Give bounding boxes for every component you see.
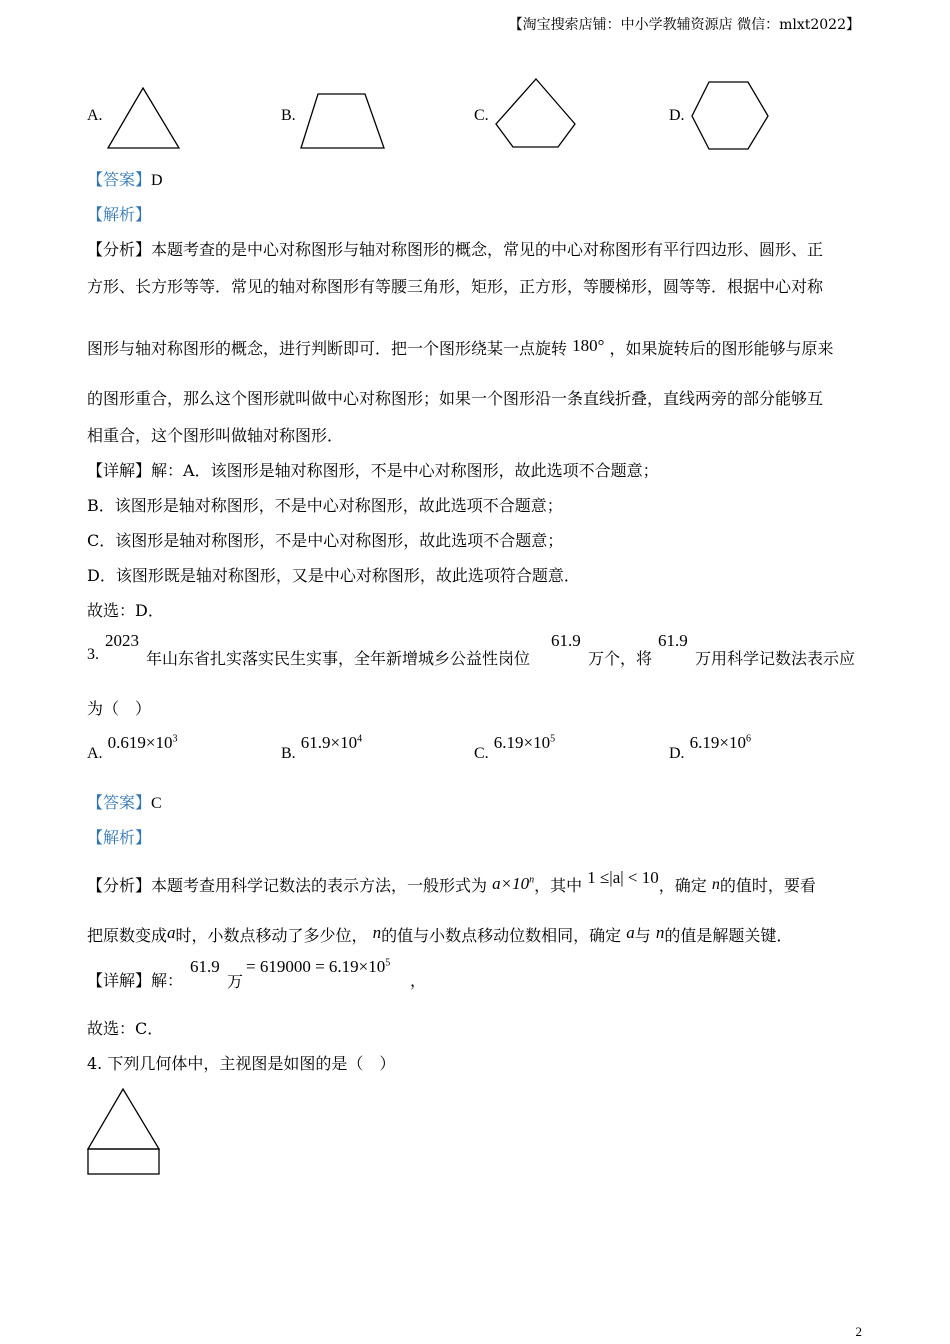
analysis-tag: 【解析】 — [87, 205, 152, 224]
q2-fenxi-line-1: 【分析】本题考查的是中心对称图形与轴对称图形的概念，常见的中心对称图形有平行四边形、圆形、正 — [87, 240, 824, 259]
answer-value: D — [151, 172, 163, 189]
q2-xiangjie-b: B．该图形是轴对称图形，不是中心对称图形，故此选项不合题意； — [87, 496, 563, 515]
q3-xiangjie-tag: 【详解】解： — [87, 971, 184, 990]
hexagon-shape — [689, 79, 773, 153]
range-expression: 1 ≤|a| < 10 — [587, 868, 659, 887]
option-d-label: D. — [669, 107, 685, 124]
q2-fenxi-line-2: 方形、长方形等等．常见的轴对称图形有等腰三角形，矩形，正方形，等腰梯形，圆等等．根据中心对称 — [87, 277, 824, 296]
q3-conclusion: 故选：C． — [87, 1019, 164, 1038]
q3-value-2: 61.9 — [658, 631, 688, 650]
q3-xj-value: 61.9 — [190, 957, 220, 976]
q3-number: 3. — [87, 646, 99, 663]
option-a-label: A. — [87, 107, 103, 124]
fenxi-tag: 【分析】 — [87, 240, 152, 259]
q3-option-a: A. $0.619\times 10^3$ — [87, 733, 178, 762]
q2-fenxi-line-3: 图形与轴对称图形的概念，进行判断即可．把一个图形绕某一点旋转 180° ，如果旋转后的图形能够与原来 — [87, 336, 834, 358]
q3-fenxi-line-2: 把原数变成a时，小数点移动了多少位， n的值与小数点移动位数相同，确定 a与 n的值是解题关键． — [87, 923, 793, 945]
trapezoid-shape — [298, 88, 388, 152]
q3-year: 2023 — [105, 631, 139, 650]
option-b-label: B. — [281, 107, 296, 124]
q3-xj-end: ， — [410, 971, 427, 990]
q3-answer-line — [87, 790, 162, 813]
analysis-tag: 【解析】 — [87, 828, 152, 847]
q3-text-1: 年山东省扎实落实民生实事，全年新增城乡公益性岗位 — [146, 649, 531, 668]
answer-value: C — [151, 795, 162, 812]
answer-tag: 【答案】 — [87, 793, 152, 812]
rotation-angle: 180° — [572, 336, 605, 355]
q3-xj-equation: = $619000 = 6.19\times 10^5$ — [246, 957, 391, 976]
answer-tag: 【答案】 — [87, 170, 152, 189]
triangle-shape — [105, 85, 185, 153]
q2-xiangjie-a: 【详解】解：A．该图形是轴对称图形，不是中心对称图形，故此选项不合题意； — [87, 461, 659, 480]
q2-conclusion: 故选：D． — [87, 601, 164, 620]
q2-answer-line — [87, 167, 163, 190]
q4-question: 4. 下列几何体中，主视图是如图的是（ ） — [87, 1054, 396, 1073]
page-header: 【淘宝搜索店铺：中小学教辅资源店 微信：mlxt2022】 — [508, 17, 860, 33]
q2-xiangjie-c: C．该图形是轴对称图形，不是中心对称图形，故此选项不合题意； — [87, 531, 564, 550]
q3-option-b: B. $61.9\times 10^4$ — [281, 733, 363, 762]
q3-fenxi-line-1: 【分析】本题考查用科学记数法的表示方法，一般形式为 $a\times 10^n$，其中 1 ≤|a| < 10，确定 n的值时，要看 — [87, 868, 816, 895]
front-view-figure — [85, 1086, 165, 1178]
option-c-label: C. — [474, 107, 489, 124]
q3-option-d: D. $6.19\times 10^6$ — [669, 733, 751, 762]
q3-xj-wan: 万 — [227, 972, 244, 991]
q3-text-3: 万用科学记数法表示应 — [695, 649, 856, 668]
q3-text-2: 万个，将 — [588, 649, 653, 668]
q2-fenxi-line-5: 相重合，这个图形叫做轴对称图形． — [87, 426, 344, 445]
q3-text-4: 为（ ） — [87, 699, 152, 718]
q2-fenxi-line-4: 的图形重合，那么这个图形就叫做中心对称图形；如果一个图形沿一条直线折叠，直线两旁的部分能够互 — [87, 389, 824, 408]
q2-xiangjie-d: D．该图形既是轴对称图形，又是中心对称图形，故此选项符合题意． — [87, 566, 580, 585]
xiangjie-tag: 【详解】 — [87, 971, 152, 990]
fenxi-tag: 【分析】 — [87, 876, 152, 895]
pentagon-shape — [493, 76, 581, 152]
xiangjie-tag: 【详解】 — [87, 461, 152, 480]
q3-option-c: C. $6.19\times 10^5$ — [474, 733, 556, 762]
q3-value-1: 61.9 — [551, 631, 581, 650]
page-number: 2 — [855, 1324, 862, 1339]
